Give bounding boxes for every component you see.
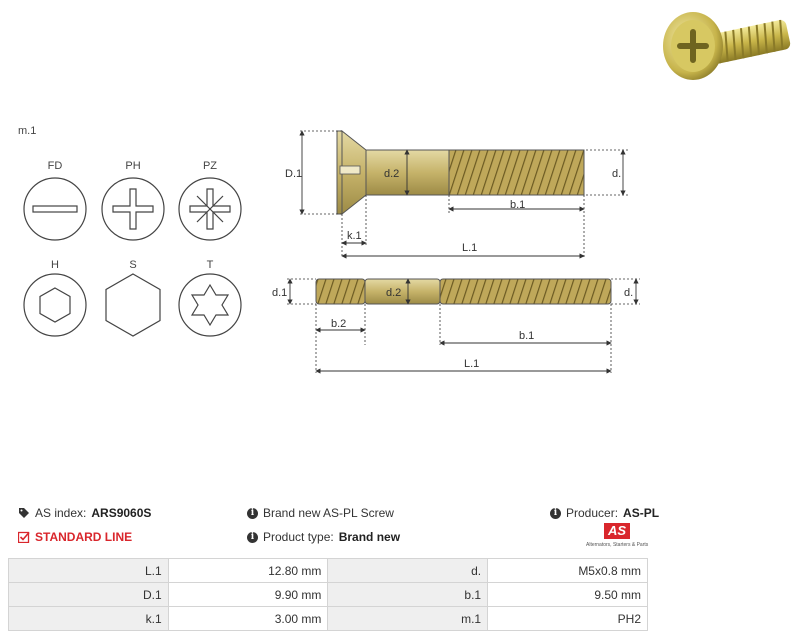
countersunk-screw-outline xyxy=(337,131,584,214)
producer-logo xyxy=(586,522,648,548)
producer xyxy=(550,506,659,520)
table-row xyxy=(9,559,648,583)
technical-drawing xyxy=(270,120,650,380)
product-type xyxy=(247,530,400,544)
dim-label-L1: L.1 xyxy=(464,358,480,370)
head-type-code: PZ xyxy=(202,160,218,172)
head-type-code: T xyxy=(206,259,214,271)
dim-label-k1: k.1 xyxy=(347,230,362,242)
dim-label-d: d. xyxy=(612,168,622,180)
dim-label-d1: d.1 xyxy=(272,287,288,299)
product-type-label: Product type: xyxy=(263,530,334,544)
product-type-value: Brand new xyxy=(338,530,401,544)
spec-key: k.1 xyxy=(9,607,169,631)
as-index-value: ARS9060S xyxy=(91,506,152,520)
head-type-code: S xyxy=(129,259,137,271)
hex-head-icon xyxy=(106,274,160,336)
head-type-code: H xyxy=(51,259,59,271)
standard-line xyxy=(18,530,132,544)
checkbox-checked-icon xyxy=(18,531,30,543)
spec-value: 3.00 mm xyxy=(168,607,328,631)
producer-logo-tagline: Alternators, Starters & Parts xyxy=(586,542,649,548)
spec-key: d. xyxy=(328,559,488,583)
head-type-code: PH xyxy=(125,160,141,172)
spec-key: D.1 xyxy=(9,583,169,607)
table-row xyxy=(9,607,648,631)
type-group-label: m.1 xyxy=(18,125,37,137)
dim-label-b2: b.2 xyxy=(331,318,347,330)
spec-value: M5x0.8 mm xyxy=(488,559,648,583)
producer-logo-mark: AS xyxy=(604,523,630,539)
producer-label: Producer: xyxy=(566,506,619,520)
spec-key: b.1 xyxy=(328,583,488,607)
as-index xyxy=(18,506,151,520)
spec-key: m.1 xyxy=(328,607,488,631)
producer-value: AS-PL xyxy=(623,506,660,520)
spec-key: L.1 xyxy=(9,559,169,583)
spec-value: 9.50 mm xyxy=(488,583,648,607)
spec-value: 12.80 mm xyxy=(168,559,328,583)
hex-socket-drive-icon xyxy=(24,274,86,336)
info-icon: i xyxy=(247,508,258,519)
spec-value: 9.90 mm xyxy=(168,583,328,607)
info-icon: i xyxy=(550,508,561,519)
specs-table xyxy=(8,558,648,631)
dim-label-b1: b.1 xyxy=(510,199,526,211)
as-index-label: AS index: xyxy=(35,506,87,520)
dim-label-L1: L.1 xyxy=(462,242,478,254)
pozidriv-drive-icon xyxy=(179,178,241,240)
stud-outline xyxy=(316,279,611,304)
slotted-drive-icon xyxy=(24,178,86,240)
dim-label-d: d. xyxy=(624,287,634,299)
standard-line-label: STANDARD LINE xyxy=(35,530,133,544)
info-icon: i xyxy=(247,532,258,543)
dim-label-b1: b.1 xyxy=(519,330,535,342)
dim-label-d2: d.2 xyxy=(384,168,400,180)
phillips-drive-icon xyxy=(102,178,164,240)
dim-label-D1: D.1 xyxy=(285,168,303,180)
product-description xyxy=(247,506,394,520)
spec-value: PH2 xyxy=(488,607,648,631)
torx-drive-icon xyxy=(179,274,241,336)
head-types-grid xyxy=(0,170,260,340)
head-type-code: FD xyxy=(47,160,63,172)
product-photo xyxy=(655,4,800,89)
dim-label-d2: d.2 xyxy=(386,287,402,299)
product-description-text: Brand new AS-PL Screw xyxy=(263,506,394,520)
tag-icon xyxy=(18,507,30,519)
table-row xyxy=(9,583,648,607)
